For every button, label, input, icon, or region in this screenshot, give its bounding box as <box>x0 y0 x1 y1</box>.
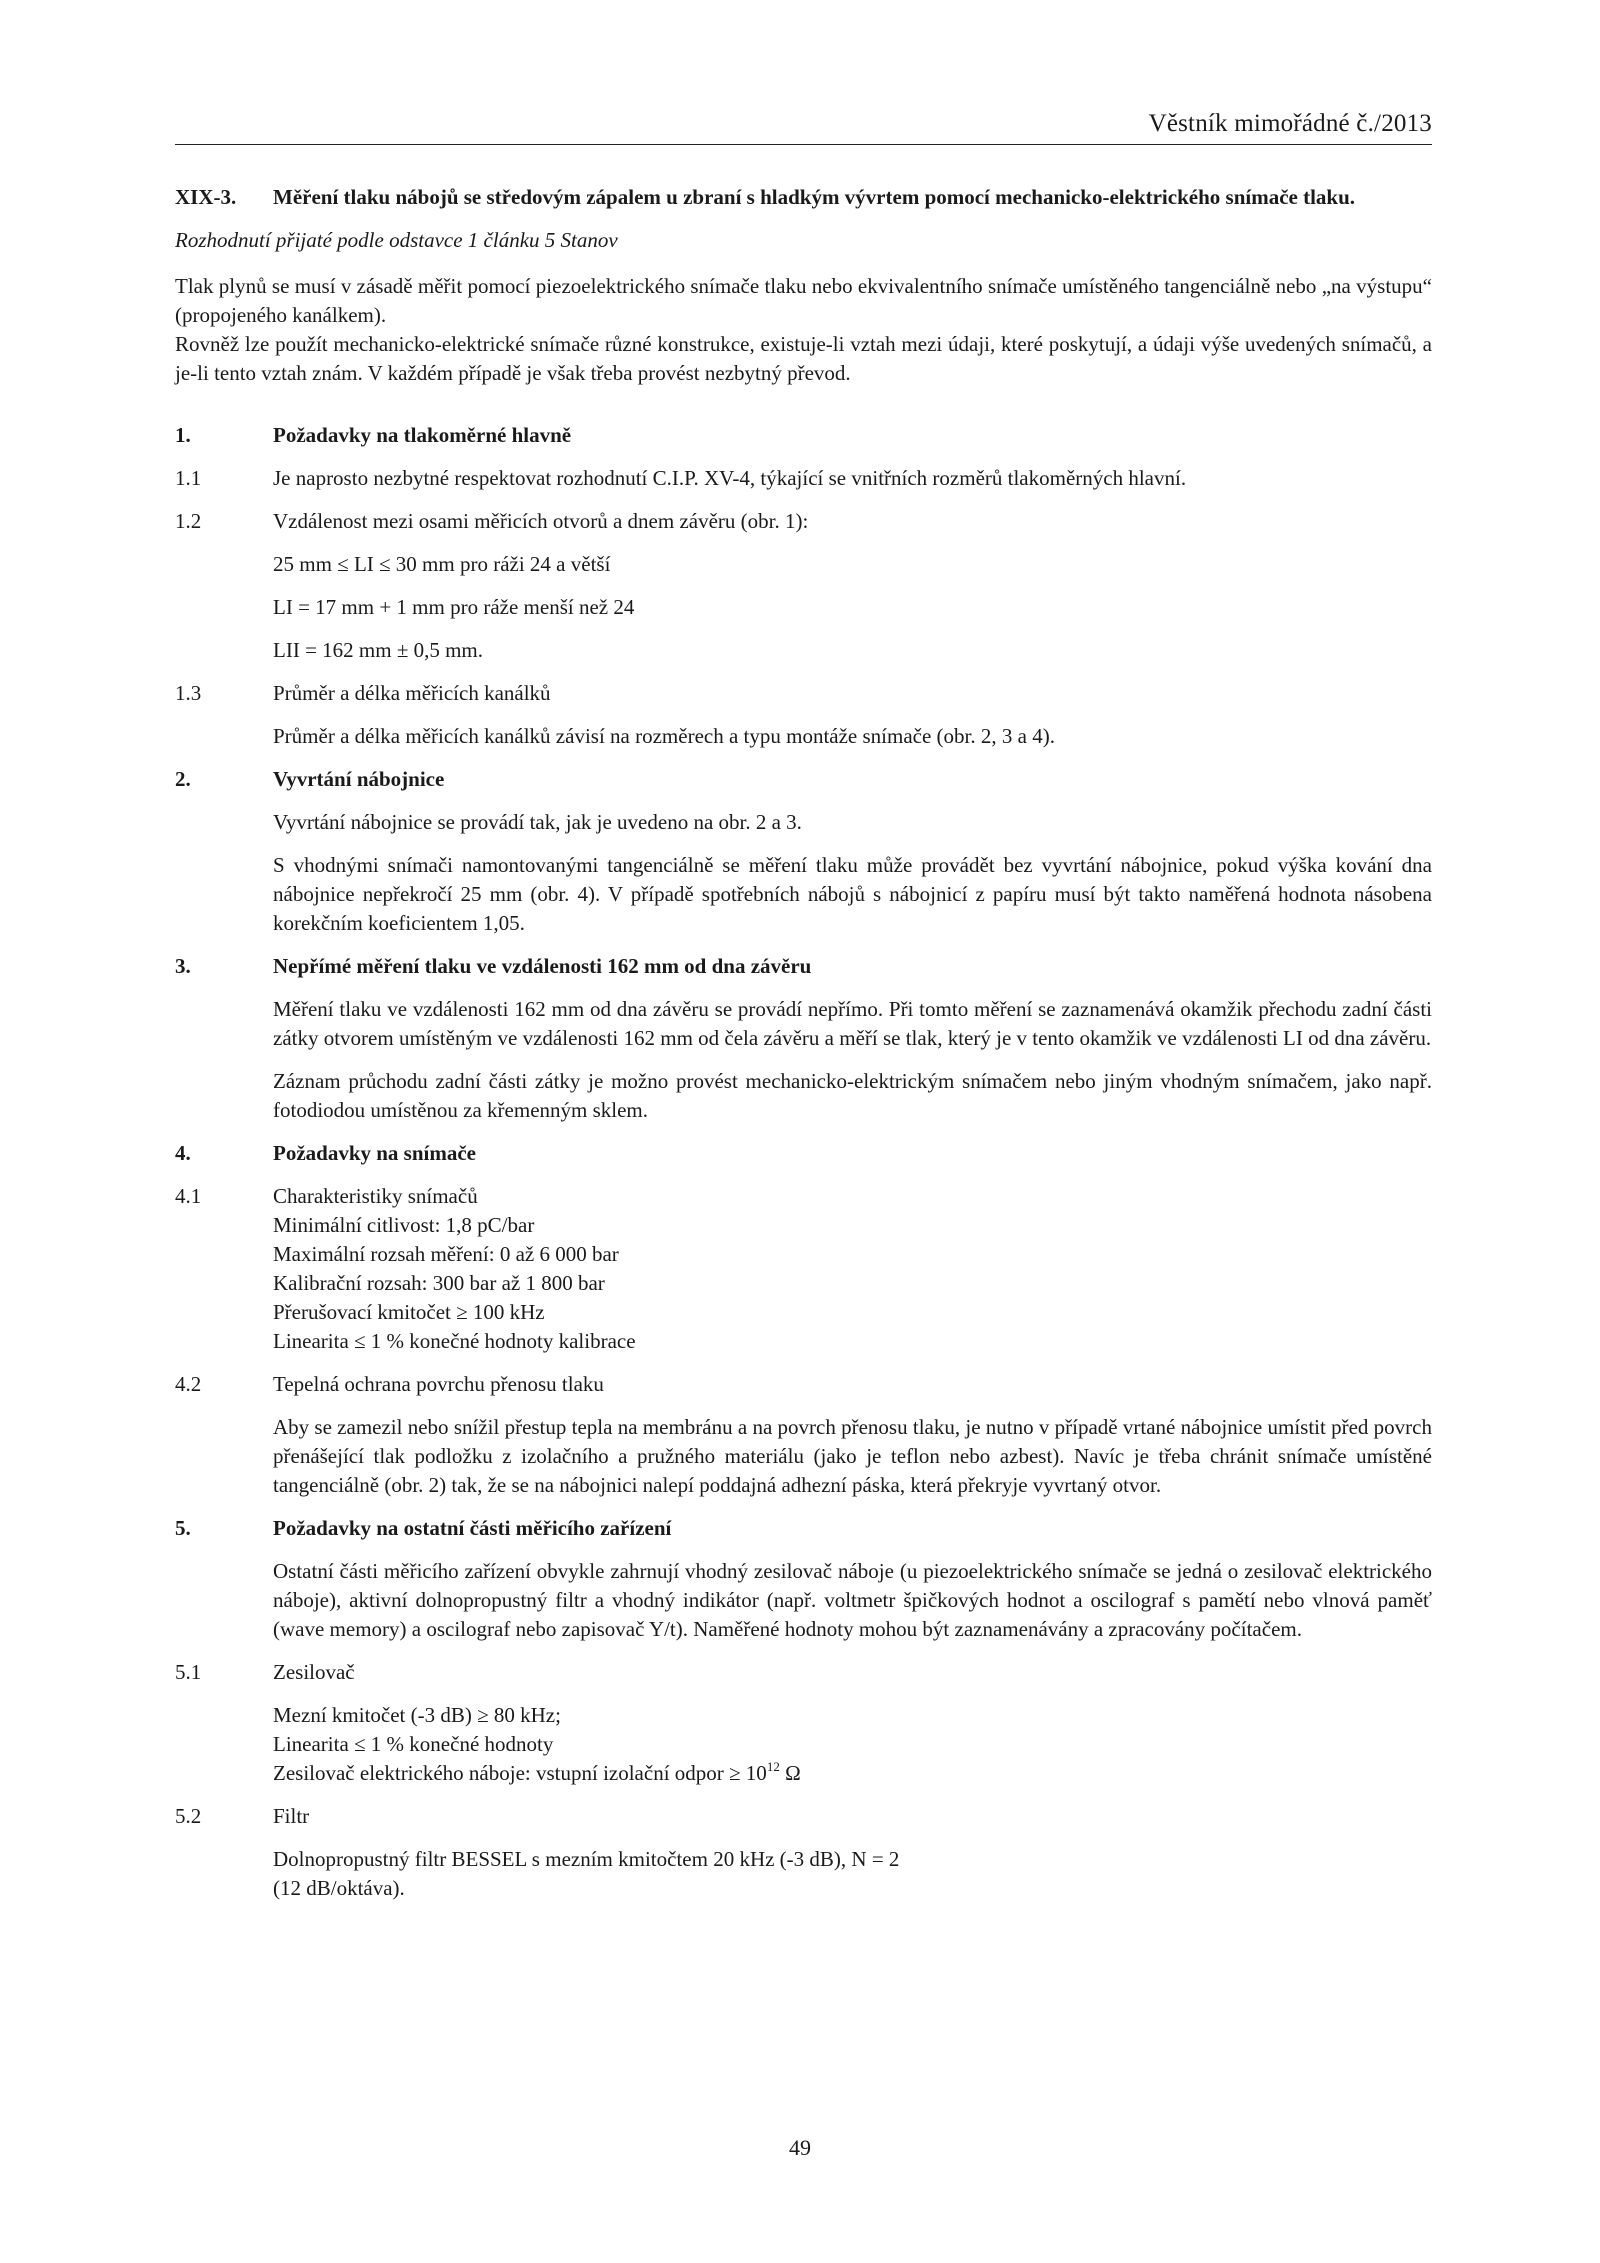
header-rule <box>175 144 1432 145</box>
section-5-text: Ostatní části měřicího zařízení obvykle zahrnují vhodný zesilovač náboje (u piezoelektrického snímače se jedná o zesilovač elektrického náboje), aktivní dolnopropustný filtr a vhodný indikátor (např. voltmetr špičkových hodnot a oscilograf s pamětí nebo vlnová paměť (wave memory) a oscilograf nebo zapisovač Y/t). Naměřené hodnoty mohou být zaznamenávány a zpracovány počítačem. <box>273 1559 1432 1641</box>
insulation-exponent: 12 <box>766 1759 780 1774</box>
filter-specs <box>273 1845 1432 1903</box>
section-1-3 <box>175 679 1432 708</box>
subsection-title: Filtr <box>273 1804 310 1828</box>
section-number: 2. <box>175 767 191 791</box>
section-number: 5. <box>175 1516 191 1540</box>
section-2-paragraph-1: Vyvrtání nábojnice se provádí tak, jak je uvedeno na obr. 2 a 3. <box>273 810 802 834</box>
thermal-protection-text: Aby se zamezil nebo snížil přestup tepla na membránu a na povrch přenosu tlaku, je nutno v případě vrtané nábojnice umístit před povrch přenášející tlak podložku z izolačního a pružného materiálu (jako je teflon nebo azbest). Navíc je třeba chránit snímače umístěné tangenciálně (obr. 2) tak, že se na nábojnici nalepí poddajná adhezní páska, která překryje vyvrtaný otvor. <box>273 1415 1432 1497</box>
sensor-characteristics <box>273 1182 1432 1356</box>
document-title: Měření tlaku nábojů se středovým zápalem u zbraní s hladkým vývrtem pomocí mechanicko-elektrického snímače tlaku. <box>273 185 1356 209</box>
page-number: 49 <box>789 2135 811 2160</box>
page-content <box>175 183 1432 1903</box>
section-5-heading <box>175 1514 1432 1543</box>
section-5-1 <box>175 1658 1432 1687</box>
characteristics-heading: Charakteristiky snímačů <box>273 1184 478 1208</box>
section-4-2 <box>175 1370 1432 1399</box>
calibration-range: Kalibrační rozsah: 300 bar až 1 800 bar <box>273 1271 605 1295</box>
document-title-row <box>175 183 1432 212</box>
section-3-paragraph-1: Měření tlaku ve vzdálenosti 162 mm od dna závěru se provádí nepřímo. Při tomto měření se zaznamenává okamžik přechodu zadní části zátky otvorem umístěným ve vzdálenosti 162 mm od čela závěru a měří se tlak, který je v tento okamžik ve vzdálenosti LI od dna závěru. <box>273 997 1432 1050</box>
section-1-1 <box>175 464 1432 493</box>
section-3-paragraph-2: Záznam průchodu zadní části zátky je možno provést mechanicko-elektrickým snímačem nebo jiným vhodným snímačem, jako např. fotodiodou umístěnou za křemenným sklem. <box>273 1069 1432 1122</box>
subsection-number: 4.1 <box>175 1184 202 1208</box>
section-2-paragraph-2: S vhodnými snímači namontovanými tangenciálně se měření tlaku může provádět bez vyvrtání nábojnice, pokud výška kování dna nábojnice nepřekročí 25 mm (obr. 4). V případě spotřebních nábojů s nábojnicí z papíru musí být takto naměřená hodnota násobena korekčním koeficientem 1,05. <box>273 853 1432 935</box>
section-title: Nepřímé měření tlaku ve vzdálenosti 162 mm od dna závěru <box>273 954 812 978</box>
subsection-text: Vzdálenost mezi osami měřicích otvorů a dnem závěru (obr. 1): <box>273 509 809 533</box>
subsection-text: Je naprosto nezbytné respektovat rozhodnutí C.I.P. XV-4, týkající se vnitřních rozměrů tlakoměrných hlavní. <box>273 466 1187 490</box>
section-1-2 <box>175 507 1432 536</box>
subsection-number: 1.1 <box>175 466 202 490</box>
section-title: Požadavky na tlakoměrné hlavně <box>273 423 572 447</box>
section-title: Požadavky na snímače <box>273 1141 477 1165</box>
insulation-unit: Ω <box>779 1761 801 1785</box>
subsection-number: 1.3 <box>175 681 202 705</box>
subsection-number: 5.2 <box>175 1804 202 1828</box>
section-1-heading <box>175 421 1432 450</box>
section-title: Požadavky na ostatní části měřicího zařízení <box>273 1516 672 1540</box>
section-2-heading <box>175 765 1432 794</box>
subsection-title: Průměr a délka měřicích kanálků <box>273 681 551 705</box>
amplifier-cutoff: Mezní kmitočet (-3 dB) ≥ 80 kHz; <box>273 1703 561 1727</box>
section-title: Vyvrtání nábojnice <box>273 767 445 791</box>
section-number: 1. <box>175 423 191 447</box>
insulation-text: Zesilovač elektrického náboje: vstupní izolační odpor ≥ 10 <box>273 1761 767 1785</box>
subsection-number: 4.2 <box>175 1372 202 1396</box>
document-number: XIX-3. <box>175 185 237 209</box>
subsection-text: Průměr a délka měřicích kanálků závisí na rozměrech a typu montáže snímače (obr. 2, 3 a 4). <box>273 724 1055 748</box>
formula-li-range: 25 mm ≤ LI ≤ 30 mm pro ráži 24 a větší <box>273 552 611 576</box>
amplifier-specs <box>273 1701 1432 1788</box>
filter-description: Dolnopropustný filtr BESSEL s mezním kmitočtem 20 kHz (-3 dB), N = 2 <box>273 1847 900 1871</box>
cutoff-frequency: Přerušovací kmitočet ≥ 100 kHz <box>273 1300 545 1324</box>
subsection-number: 5.1 <box>175 1660 202 1684</box>
linearity: Linearita ≤ 1 % konečné hodnoty kalibrace <box>273 1329 636 1353</box>
decision-note: Rozhodnutí přijaté podle odstavce 1 článku 5 Stanov <box>175 228 618 252</box>
subsection-number: 1.2 <box>175 509 202 533</box>
section-5-2 <box>175 1802 1432 1831</box>
section-4-heading <box>175 1139 1432 1168</box>
intro-paragraph-1: Tlak plynů se musí v zásadě měřit pomocí piezoelektrického snímače tlaku nebo ekvivalentního snímače umístěného tangenciálně nebo „na výstupu“ (propojeného kanálkem). <box>175 274 1432 327</box>
filter-slope: (12 dB/oktáva). <box>273 1876 405 1900</box>
running-header: Věstník mimořádné č./2013 <box>1148 110 1432 137</box>
max-range: Maximální rozsah měření: 0 až 6 000 bar <box>273 1242 619 1266</box>
intro-paragraph-2: Rovněž lze použít mechanicko-elektrické snímače různé konstrukce, existuje-li vztah mezi údaji, které poskytují, a údaji výše uvedených snímačů, a je-li tento vztah znám. V každém případě je však třeba provést nezbytný převod. <box>175 332 1432 385</box>
subsection-title: Zesilovač <box>273 1660 355 1684</box>
section-number: 4. <box>175 1141 191 1165</box>
section-4-1 <box>175 1182 1432 1356</box>
min-sensitivity: Minimální citlivost: 1,8 pC/bar <box>273 1213 535 1237</box>
formula-lii: LII = 162 mm ± 0,5 mm. <box>273 638 484 662</box>
amplifier-insulation <box>273 1759 1432 1788</box>
section-3-heading <box>175 952 1432 981</box>
amplifier-linearity: Linearita ≤ 1 % konečné hodnoty <box>273 1732 554 1756</box>
subsection-title: Tepelná ochrana povrchu přenosu tlaku <box>273 1372 604 1396</box>
formula-li-small: LI = 17 mm + 1 mm pro ráže menší než 24 <box>273 595 635 619</box>
section-number: 3. <box>175 954 191 978</box>
